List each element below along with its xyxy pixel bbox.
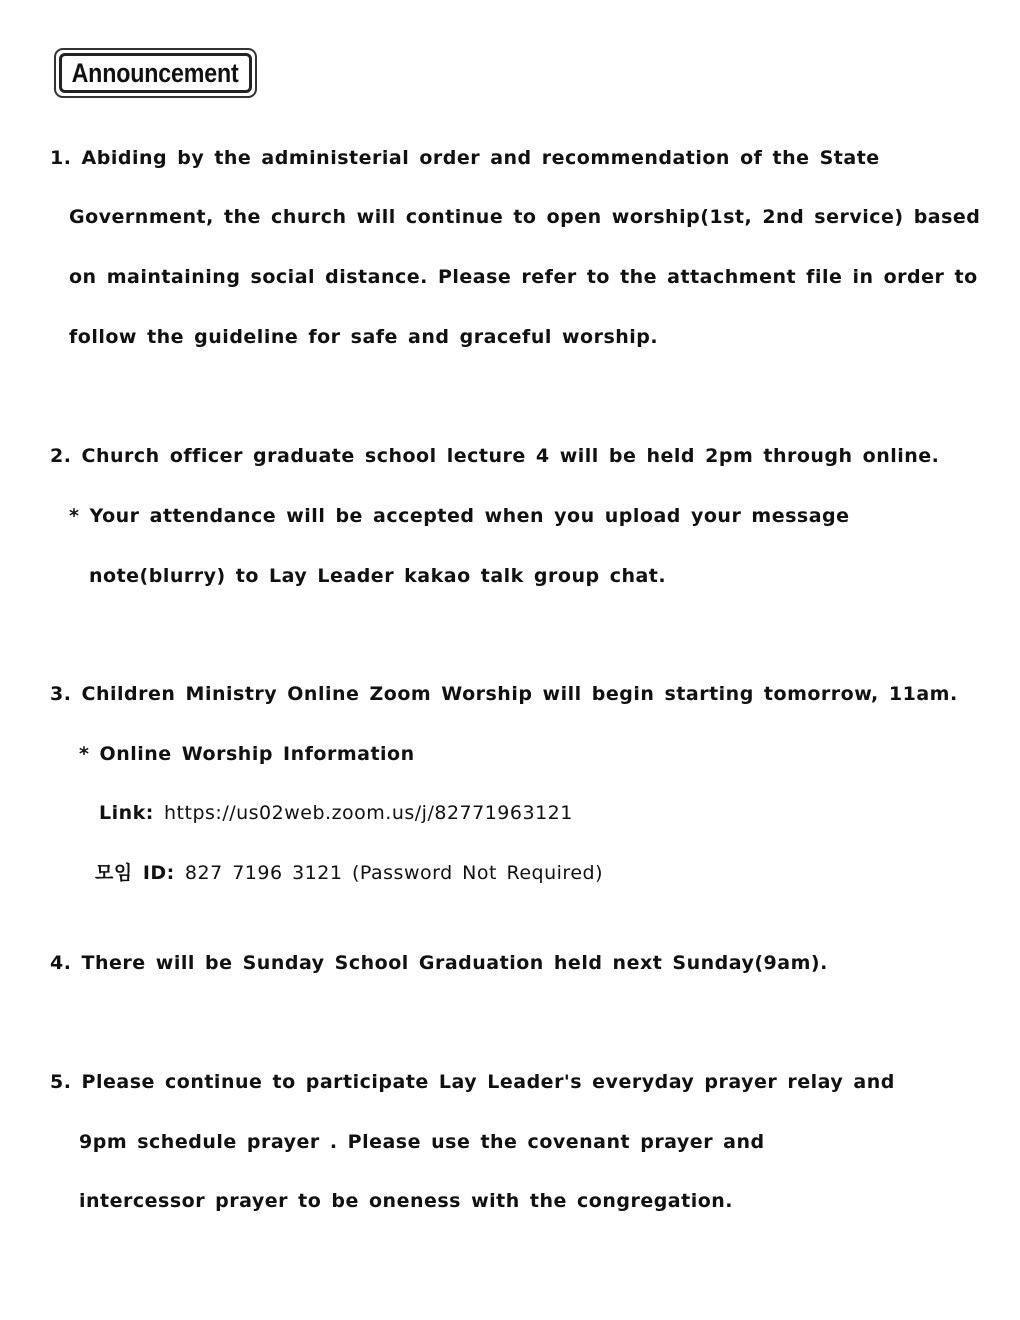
zoom-link-url[interactable]: https://us02web.zoom.us/j/82771963121 — [164, 802, 573, 824]
announcement-title-frame — [59, 53, 252, 93]
item-1-line-4: follow the guideline for safe and graceful worship. — [69, 326, 659, 348]
item-3-line-2: * Online Worship Information — [79, 743, 415, 765]
item-1-line-3: on maintaining social distance. Please refer to the attachment file in order to — [69, 266, 978, 288]
meeting-id-row — [95, 861, 603, 885]
item-2-line-1: 2. Church officer graduate school lecture 4 will be held 2pm through online. — [50, 445, 940, 467]
item-2-line-3: note(blurry) to Lay Leader kakao talk group chat. — [89, 565, 667, 587]
item-1-line-1: 1. Abiding by the administerial order and recommendation of the State — [50, 147, 880, 169]
announcement-title: Announcement — [72, 57, 239, 88]
item-4-line-1: 4. There will be Sunday School Graduation held next Sunday(9am). — [50, 952, 828, 974]
item-5-line-1: 5. Please continue to participate Lay Leader's everyday prayer relay and — [50, 1071, 895, 1093]
meeting-id-value: 827 7196 3121 (Password Not Required) — [184, 862, 603, 884]
item-5-line-2: 9pm schedule prayer . Please use the covenant prayer and — [79, 1131, 765, 1153]
zoom-link-label: Link: — [99, 802, 154, 824]
item-2-line-2: * Your attendance will be accepted when you upload your message — [69, 505, 850, 527]
item-3-line-1: 3. Children Ministry Online Zoom Worship will begin starting tomorrow, 11am. — [50, 683, 958, 705]
meeting-id-label: 모임 ID: — [95, 862, 175, 884]
announcement-title-box — [54, 48, 257, 98]
zoom-link-row — [99, 801, 573, 825]
item-5-line-3: intercessor prayer to be oneness with the congregation. — [79, 1190, 734, 1212]
item-1-line-2: Government, the church will continue to open worship(1st, 2nd service) based — [69, 206, 981, 228]
